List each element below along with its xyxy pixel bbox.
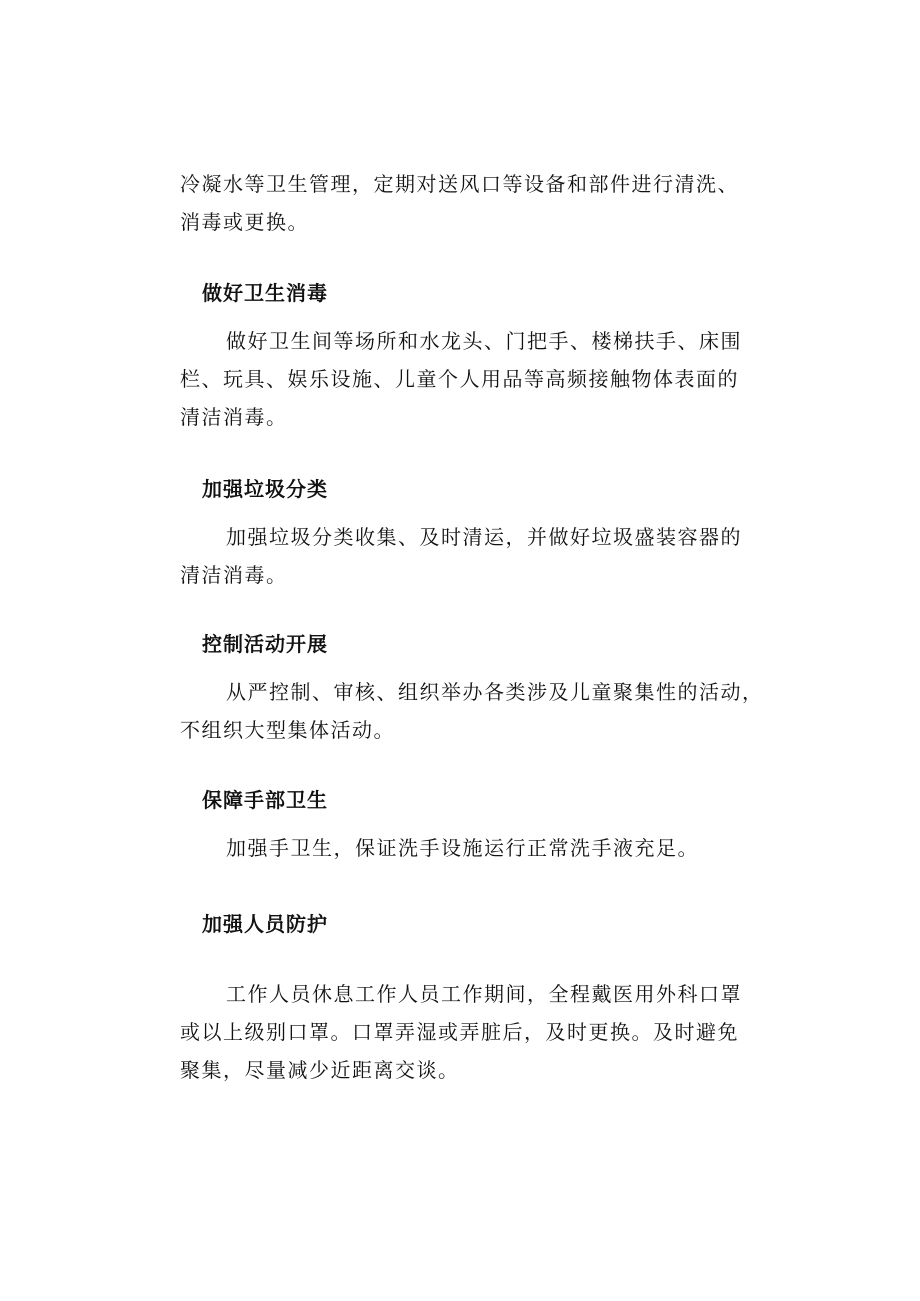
- paragraph-line: 清洁消毒。: [180, 563, 288, 587]
- paragraph-line: 清洁消毒。: [180, 405, 288, 429]
- section-paragraph-hand-hygiene: [180, 829, 760, 867]
- section-heading-hand-hygiene: 保障手部卫生: [202, 788, 328, 812]
- paragraph-line: 不组织大型集体活动。: [180, 718, 395, 742]
- intro-paragraph: [180, 165, 760, 241]
- paragraph-line: 加强垃圾分类收集、及时清运，并做好垃圾盛装容器的: [226, 525, 742, 549]
- section-heading-staff-protection: 加强人员防护: [202, 912, 328, 936]
- paragraph-line: 或以上级别口罩。口罩弄湿或弄脏后，及时更换。及时避免: [180, 1020, 739, 1044]
- section-heading-garbage-sorting: 加强垃圾分类: [202, 477, 328, 501]
- paragraph-line: 工作人员休息工作人员工作期间，全程戴医用外科口罩: [226, 982, 742, 1006]
- section-paragraph-activity-control: [180, 673, 764, 749]
- section-paragraph-disinfection: [180, 322, 760, 436]
- paragraph-line: 做好卫生间等场所和水龙头、门把手、楼梯扶手、床围: [226, 329, 742, 353]
- section-paragraph-staff-protection: [180, 975, 760, 1089]
- paragraph-line: 加强手卫生，保证洗手设施运行正常洗手液充足。: [226, 836, 699, 860]
- paragraph-line: 栏、玩具、娱乐设施、儿童个人用品等高频接触物体表面的: [180, 367, 739, 391]
- section-heading-activity-control: 控制活动开展: [202, 632, 328, 656]
- paragraph-line: 从严控制、审核、组织举办各类涉及儿童聚集性的活动，: [226, 680, 764, 704]
- paragraph-line: 消毒或更换。: [180, 210, 309, 234]
- section-paragraph-garbage-sorting: [180, 518, 760, 594]
- paragraph-line: 聚集，尽量减少近距离交谈。: [180, 1058, 460, 1082]
- paragraph-line: 冷凝水等卫生管理，定期对送风口等设备和部件进行清洗、: [180, 172, 739, 196]
- section-heading-disinfection: 做好卫生消毒: [202, 281, 328, 305]
